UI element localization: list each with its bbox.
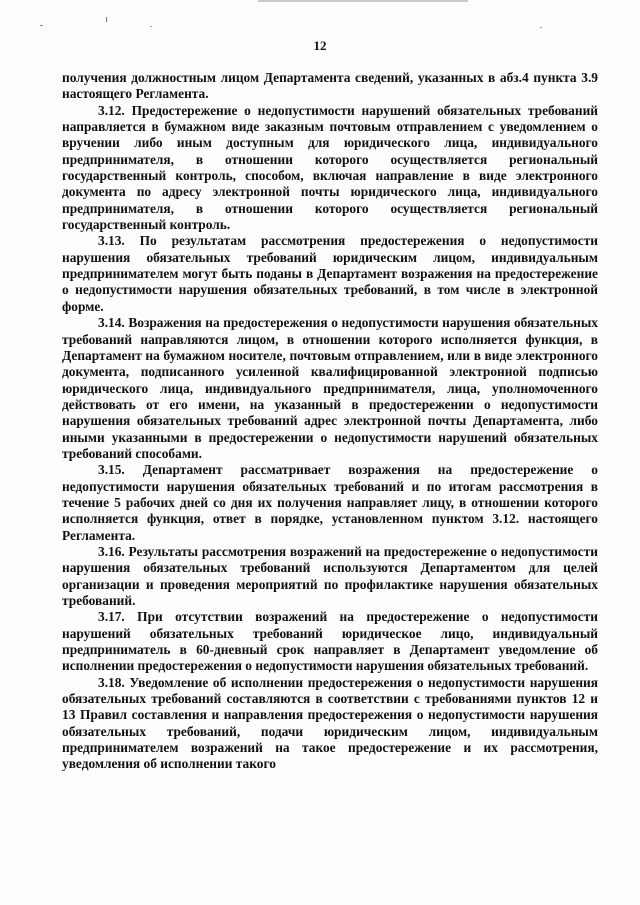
paragraph-3-13: 3.13. По результатам рассмотрения предостережения о недопустимости нарушения обязательных требований юридическим лицом, индивидуальным предпринимателем могут быть поданы в Департамент возражения на предостережение о недопустимости нарушения обязательных требований, в том числе в электронной форме. (62, 233, 598, 314)
paragraph-3-17: 3.17. При отсутствии возражений на предостережение о недопустимости нарушений обязательных требований юридическое лицо, индивидуальный предприниматель в 60-дневный срок направляет в Департамент уведомление об исполнении предостережения о недопустимости нарушения обязательных требований. (62, 609, 598, 674)
paragraph-3-12: 3.12. Предостережение о недопустимости нарушений обязательных требований направляется в бумажном виде заказным почтовым отправлением с уведомлением о вручении либо иным доступным для юридического лица, индивидуального предпринимателя, в отношении которого осуществляется региональный государственный контроль, способом, включая направление в виде электронного документа по адресу электронной почты юридического лица, индивидуального предпринимателя, в отношении которого осуществляется региональный государственный контроль. (62, 102, 598, 233)
document-body (62, 70, 598, 773)
paragraph-3-16: 3.16. Результаты рассмотрения возражений на предостережение о недопустимости нарушения обязательных требований используются Департаментом для целей организации и проведения мероприятий по профилактике нарушения обязательных требований. (62, 543, 598, 608)
paragraph-3-14: 3.14. Возражения на предостережения о недопустимости нарушения обязательных требований направляются лицом, в отношении которого исполняется функция, в Департамент на бумажном носителе, почтовым отправлением, или в виде электронного документа, подписанного усиленной квалифицированной электронной подписью юридического лица, индивидуального предпринимателя, лица, уполномоченного действовать от его имени, на указанный в предостережении о недопустимости нарушения обязательных требований адрес электронной почты Департамента, либо иными указанными в предостережении о недопустимости нарушений обязательных требований способами. (62, 315, 598, 461)
paragraph-3-18: 3.18. Уведомление об исполнении предостережения о недопустимости нарушения обязательных требований составляются в соответствии с требованиями пунктов 12 и 13 Правил составления и направления предостережения о недопустимости нарушения обязательных требований, подачи юридическим лицом, индивидуальным предпринимателем возражений на такое предостережение и их рассмотрения, уведомления об исполнении такого (62, 674, 598, 772)
paragraph-3-15: 3.15. Департамент рассматривает возражения на предостережение о недопустимости нарушения обязательных требований и по итогам рассмотрения в течение 5 рабочих дней со дня их получения направляет лицу, в отношении которого исполняется функция, ответ в порядке, установленном пунктом 3.12. настоящего Регламента. (62, 462, 598, 543)
page-number: 12 (313, 38, 327, 53)
scan-artifacts (0, 0, 640, 30)
paragraph-continuation: получения должностным лицом Департамента сведений, указанных в абз.4 пункта 3.9 настоящего Регламента. (62, 70, 598, 102)
